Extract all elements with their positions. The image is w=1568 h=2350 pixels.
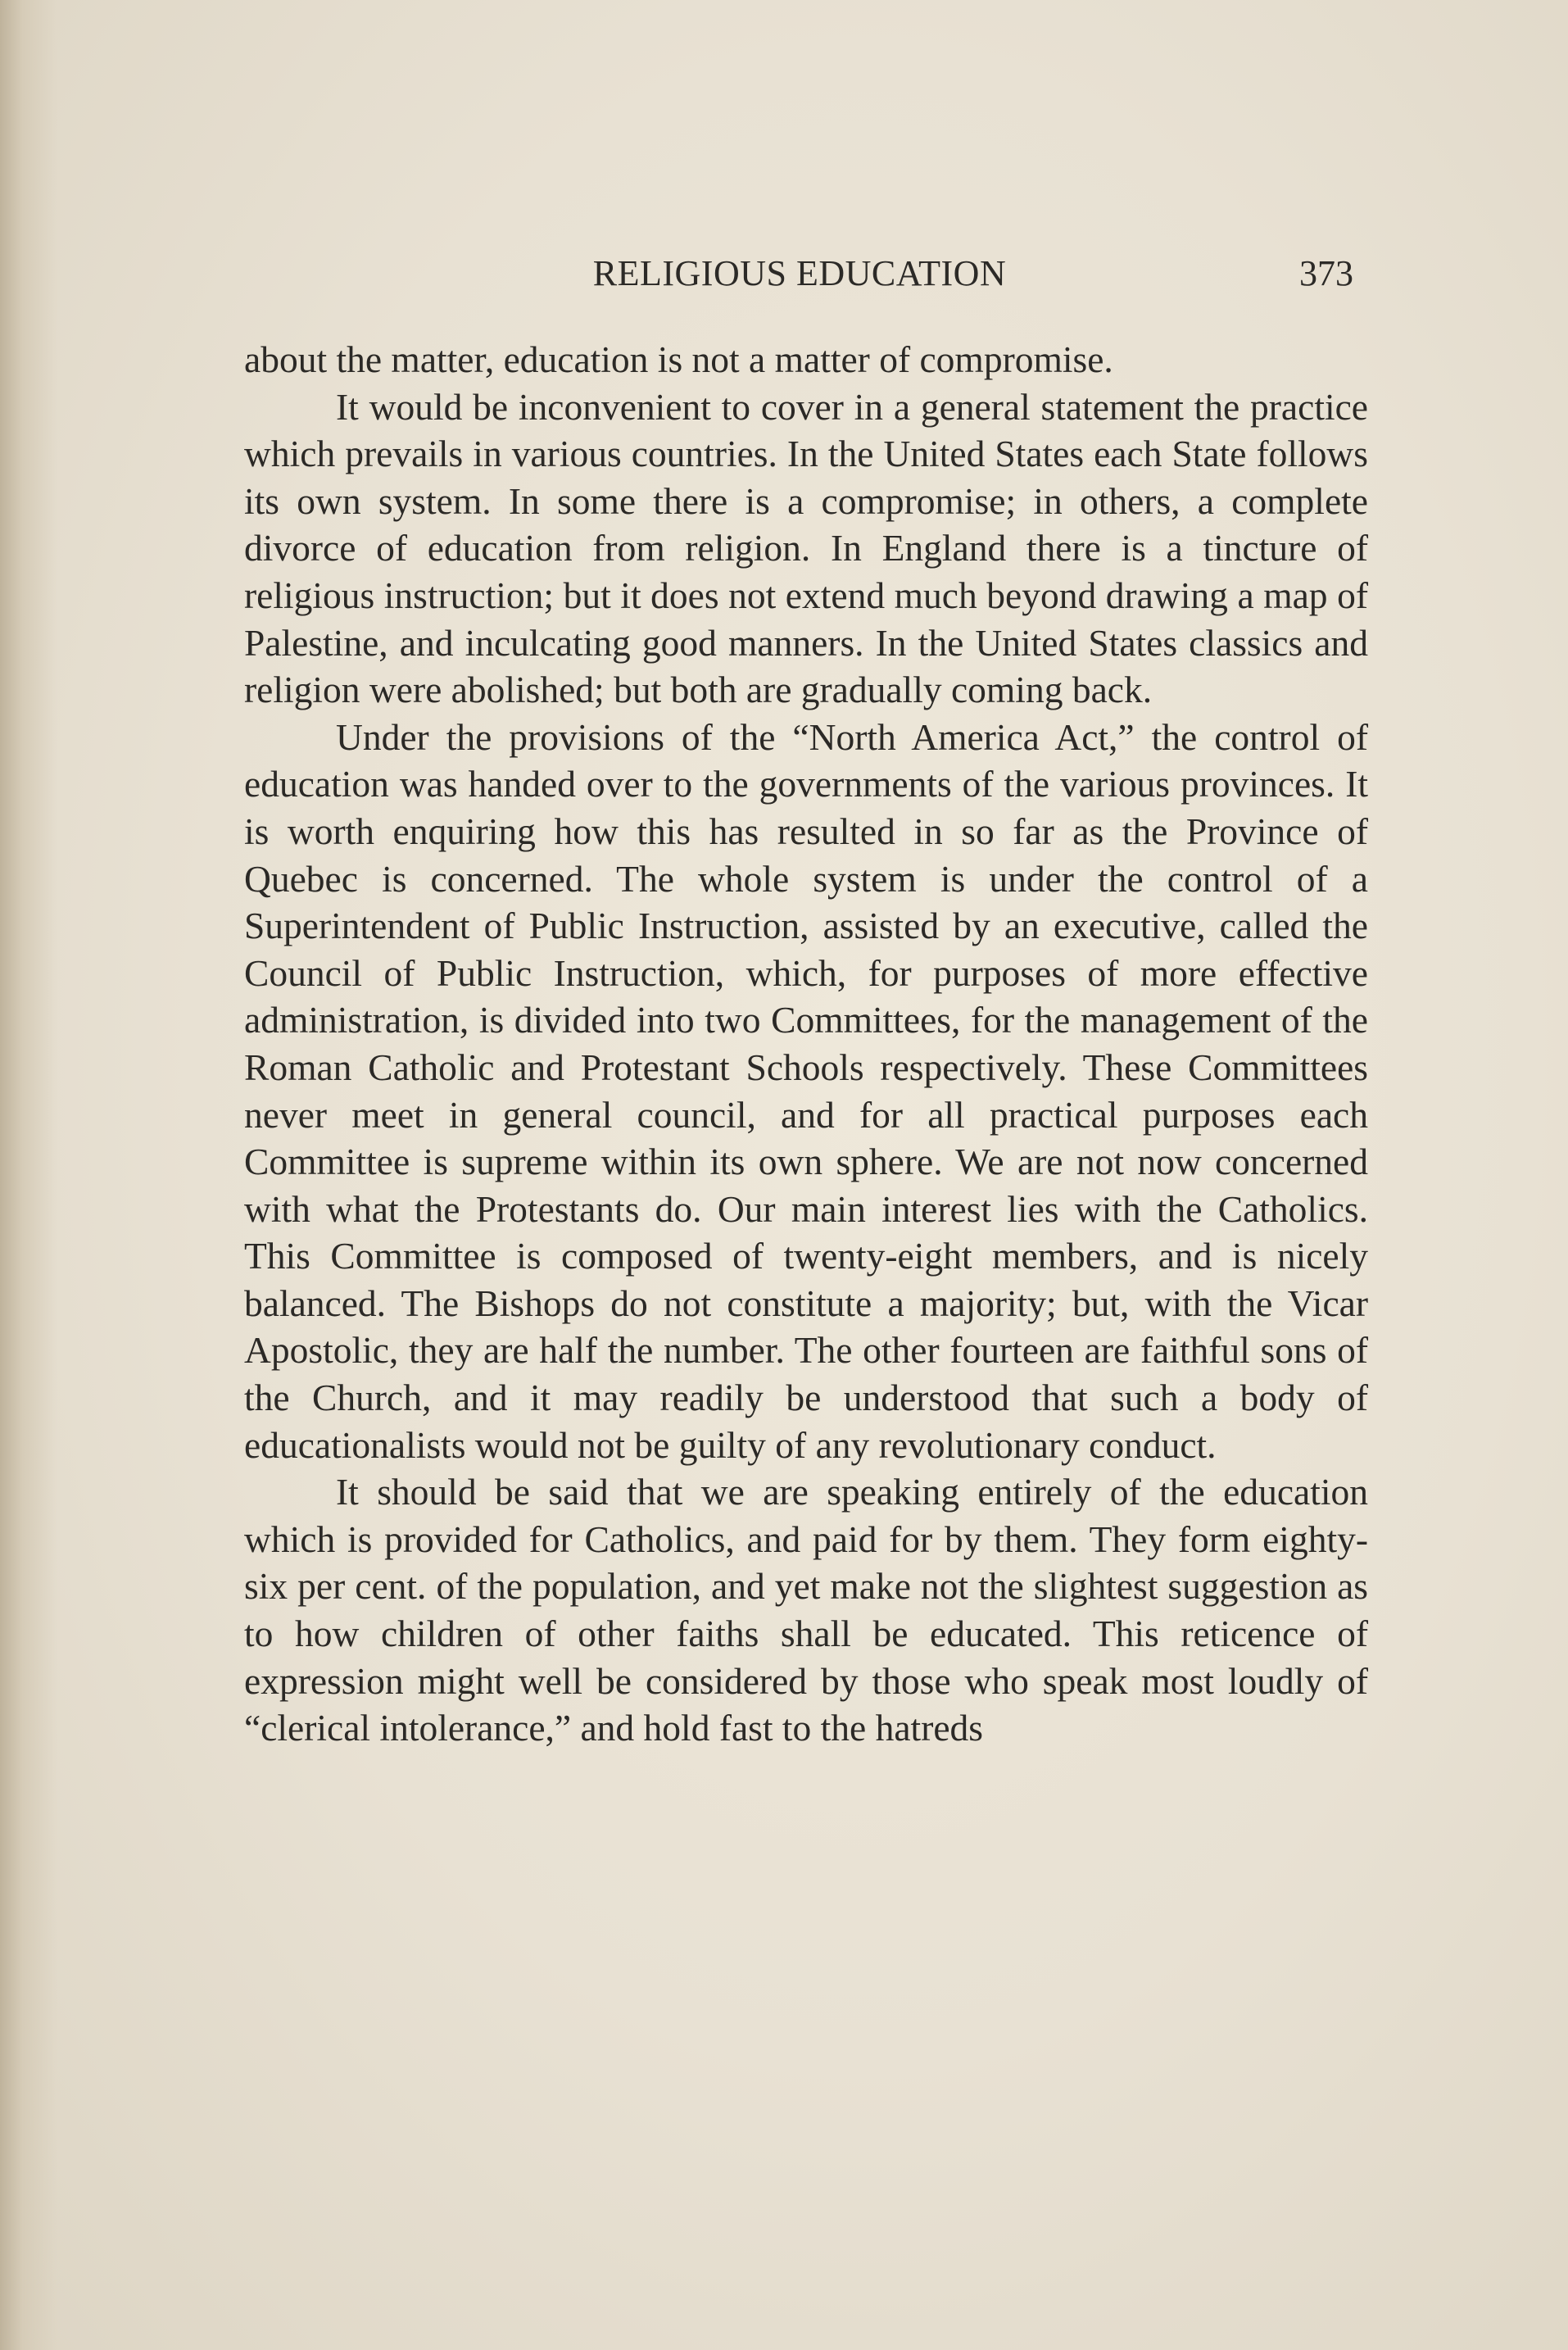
page-number: 373 (1299, 253, 1353, 293)
paragraph-continuation: about the matter, education is not a matter of compromise. (244, 338, 1113, 380)
body-text (244, 336, 1368, 1752)
paragraph: It would be inconvenient to cover in a general statement the practice which prevails in various countries. In the United States each State follows its own system. In some there is a compromise; in others, a complete divorce of education from religion. In England there is a tincture of religious instruction; but it does not extend much beyond drawing a map of Palestine, and inculcating good manners. In the United States classics and religion were abolished; but both are gradually coming back. (244, 385, 1368, 711)
page-header (246, 252, 1353, 310)
paragraph: Under the provisions of the “North America Act,” the control of education was handed over to the governments of the various provinces. It is worth enquiring how this has resulted in so far as the Province of Quebec is concerned. The whole system is under the control of a Superintendent of Public Instruction, assisted by an executive, called the Council of Public Instruction, which, for purposes of more effective administration, is divided into two Committees, for the management of the Roman Catholic and Protestant Schools respectively. These Committees never meet in general council, and for all practical purposes each Committee is supreme within its own sphere. We are not now concerned with what the Protestants do. Our main interest lies with the Catholics. This Committee is composed of twenty-eight members, and is nicely balanced. The Bishops do not constitute a majority; but, with the Vicar Apostolic, they are half the number. The other fourteen are faithful sons of the Church, and it may readily be understood that such a body of educationalists would not be guilty of any revolutionary conduct. (244, 715, 1368, 1466)
spine-shadow (0, 0, 57, 2350)
paragraph: It should be said that we are speaking entirely of the education which is provided for Catholics, and paid for by them. They form eighty-six per cent. of the population, and yet make not the slightest suggestion as to how children of other faiths shall be educated. This reticence of expression might well be considered by those who speak most loudly of “clerical intolerance,” and hold fast to the hatreds (244, 1471, 1368, 1749)
running-title: RELIGIOUS EDUCATION (592, 253, 1007, 293)
